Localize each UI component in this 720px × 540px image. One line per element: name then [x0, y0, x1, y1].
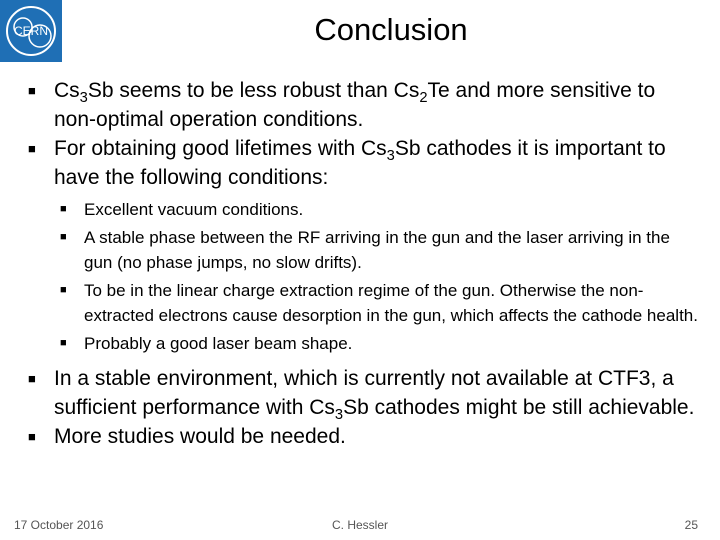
footer-author: C. Hessler	[331, 518, 388, 532]
sub-bullet-text: Probably a good laser beam shape.	[84, 334, 353, 353]
footer-page-number: 25	[684, 518, 698, 532]
sub-bullet-text: Excellent vacuum conditions.	[84, 200, 304, 219]
bullet-item	[28, 422, 698, 451]
sub-bullet-item	[60, 197, 698, 222]
square-bullet-icon: ■	[60, 284, 67, 296]
bullet-text: More studies would be needed.	[54, 425, 346, 448]
footer-date: 17 October 2016	[14, 518, 104, 532]
bullet-text: $Cs_3Sb$ seems to be less robust than $Cs_2Te$ and more sensitive to non-optimal operation conditions.	[54, 79, 656, 131]
square-bullet-icon: ■	[28, 83, 36, 98]
sub-bullet-item	[60, 331, 698, 356]
square-bullet-icon: ■	[28, 429, 36, 444]
cern-logo	[0, 0, 62, 62]
cern-logo-icon	[0, 0, 62, 62]
square-bullet-icon: ■	[28, 371, 36, 386]
bullet-text: In a stable environment, which is currently not available at CTF3, a sufficient performance with $Cs_3Sb$ cathodes might be still achievable.	[54, 367, 695, 424]
square-bullet-icon: ■	[60, 203, 67, 215]
page-title: Conclusion	[314, 12, 468, 47]
logo-text: CERN	[13, 24, 49, 38]
square-bullet-icon: ■	[60, 231, 67, 243]
bullet-item	[28, 134, 698, 192]
bullet-item	[28, 364, 698, 422]
slide-header	[0, 0, 720, 62]
square-bullet-icon: ■	[60, 337, 67, 349]
square-bullet-icon: ■	[28, 141, 36, 156]
sub-bullet-text: A stable phase between the RF arriving in the gun and the laser arriving in the gun (no phase jumps, no slow drifts).	[84, 228, 670, 272]
sub-bullet-item	[60, 278, 698, 328]
bullet-text: For obtaining good lifetimes with $Cs_3Sb$ cathodes it is important to have the following conditions:	[54, 137, 666, 189]
sub-bullet-list	[60, 197, 698, 356]
slide-body	[28, 76, 698, 451]
sub-bullet-item	[60, 225, 698, 275]
sub-bullet-text: To be in the linear charge extraction regime of the gun. Otherwise the non-extracted electrons cause desorption in the gun, which affects the cathode health.	[84, 281, 698, 325]
bullet-item	[28, 76, 698, 134]
